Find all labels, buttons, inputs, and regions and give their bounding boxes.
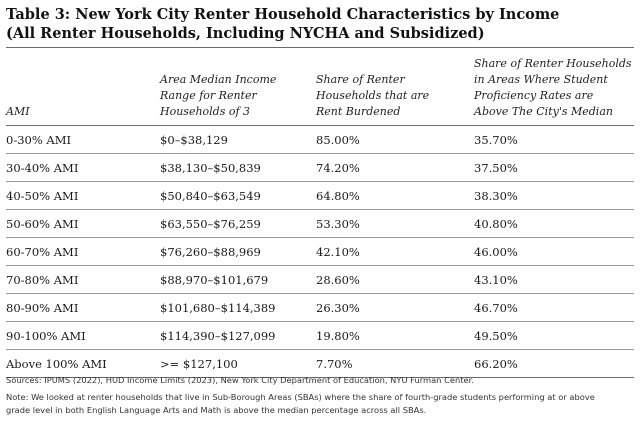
table-row <box>0 210 640 238</box>
table-cell: 64.80% <box>316 189 360 203</box>
table-row <box>0 182 640 210</box>
footnote-line-2: grade level in both English Language Arts and Math is above the median percentage across all SBAs. <box>6 405 427 415</box>
table-cell: 26.30% <box>316 301 360 315</box>
column-header-ami <box>6 68 30 120</box>
table-cell: 28.60% <box>316 273 360 287</box>
table-cell: $114,390–$127,099 <box>160 329 276 343</box>
table-cell: 49.50% <box>474 329 518 343</box>
table-cell: $50,840–$63,549 <box>160 189 261 203</box>
footnote-line-1: Note: We looked at renter households that live in Sub-Borough Areas (SBAs) where the share of fourth-grade students performing at or above <box>6 392 595 402</box>
column-header-line: Share of Renter <box>316 73 405 86</box>
table-cell: 80-90% AMI <box>6 301 79 315</box>
column-header-line: in Areas Where Student <box>474 73 608 86</box>
table-cell: >= $127,100 <box>160 357 238 371</box>
table-cell: $101,680–$114,389 <box>160 301 276 315</box>
table-cell: 40-50% AMI <box>6 189 79 203</box>
table-cell: 0-30% AMI <box>6 133 72 147</box>
column-header-line: Households that are <box>316 89 430 102</box>
table-cell: 42.10% <box>316 245 360 259</box>
footnote <box>6 391 634 417</box>
table-cell: 30-40% AMI <box>6 161 79 175</box>
column-header-line: Rent Burdened <box>316 105 401 118</box>
table-cell: $88,970–$101,679 <box>160 273 269 287</box>
table-row <box>0 126 640 154</box>
table-cell: Above 100% AMI <box>6 357 107 371</box>
column-header-line: Share of Renter Households <box>474 57 632 70</box>
column-header-line: Proficiency Rates are <box>474 89 594 102</box>
column-header-income-range <box>160 68 276 120</box>
table-row <box>0 266 640 294</box>
table-cell: 53.30% <box>316 217 360 231</box>
table-cell: 85.00% <box>316 133 360 147</box>
table-cell: 90-100% AMI <box>6 329 86 343</box>
table-cell: 46.70% <box>474 301 518 315</box>
column-header-rent-burdened <box>316 68 429 120</box>
table-cell: 50-60% AMI <box>6 217 79 231</box>
title-line-2: (All Renter Households, Including NYCHA and Subsidized) <box>6 25 485 42</box>
table-cell: 70-80% AMI <box>6 273 79 287</box>
table-row <box>0 322 640 350</box>
table-cell: 35.70% <box>474 133 518 147</box>
table-cell: 19.80% <box>316 329 360 343</box>
table-cell: 60-70% AMI <box>6 245 79 259</box>
column-header-line: Area Median Income <box>160 73 277 86</box>
table-cell: 38.30% <box>474 189 518 203</box>
table-cell: 37.50% <box>474 161 518 175</box>
column-header-line: Households of 3 <box>160 105 251 118</box>
table-cell: $63,550–$76,259 <box>160 217 261 231</box>
title-line-1: Table 3: New York City Renter Household Characteristics by Income <box>6 6 560 23</box>
table-row <box>0 294 640 322</box>
column-header-line: AMI <box>6 105 30 118</box>
table-title <box>6 5 636 43</box>
title-rule <box>6 47 634 48</box>
sources-line: Sources: IPUMS (2022), HUD Income Limits (2023), New York City Department of Education, NYU Furman Center. <box>6 375 474 385</box>
table-row <box>0 154 640 182</box>
table-cell: $0–$38,129 <box>160 133 228 147</box>
table-cell: $38,130–$50,839 <box>160 161 261 175</box>
column-header-proficiency <box>474 57 632 120</box>
column-header-line: Above The City's Median <box>474 105 613 118</box>
table-cell: 40.80% <box>474 217 518 231</box>
table-cell: 46.00% <box>474 245 518 259</box>
table-cell: 43.10% <box>474 273 518 287</box>
sources-note <box>6 374 634 387</box>
table-cell: 7.70% <box>316 357 353 371</box>
column-header-line: Range for Renter <box>160 89 257 102</box>
table-cell: 66.20% <box>474 357 518 371</box>
table-cell: 74.20% <box>316 161 360 175</box>
table-cell: $76,260–$88,969 <box>160 245 261 259</box>
table-row <box>0 238 640 266</box>
